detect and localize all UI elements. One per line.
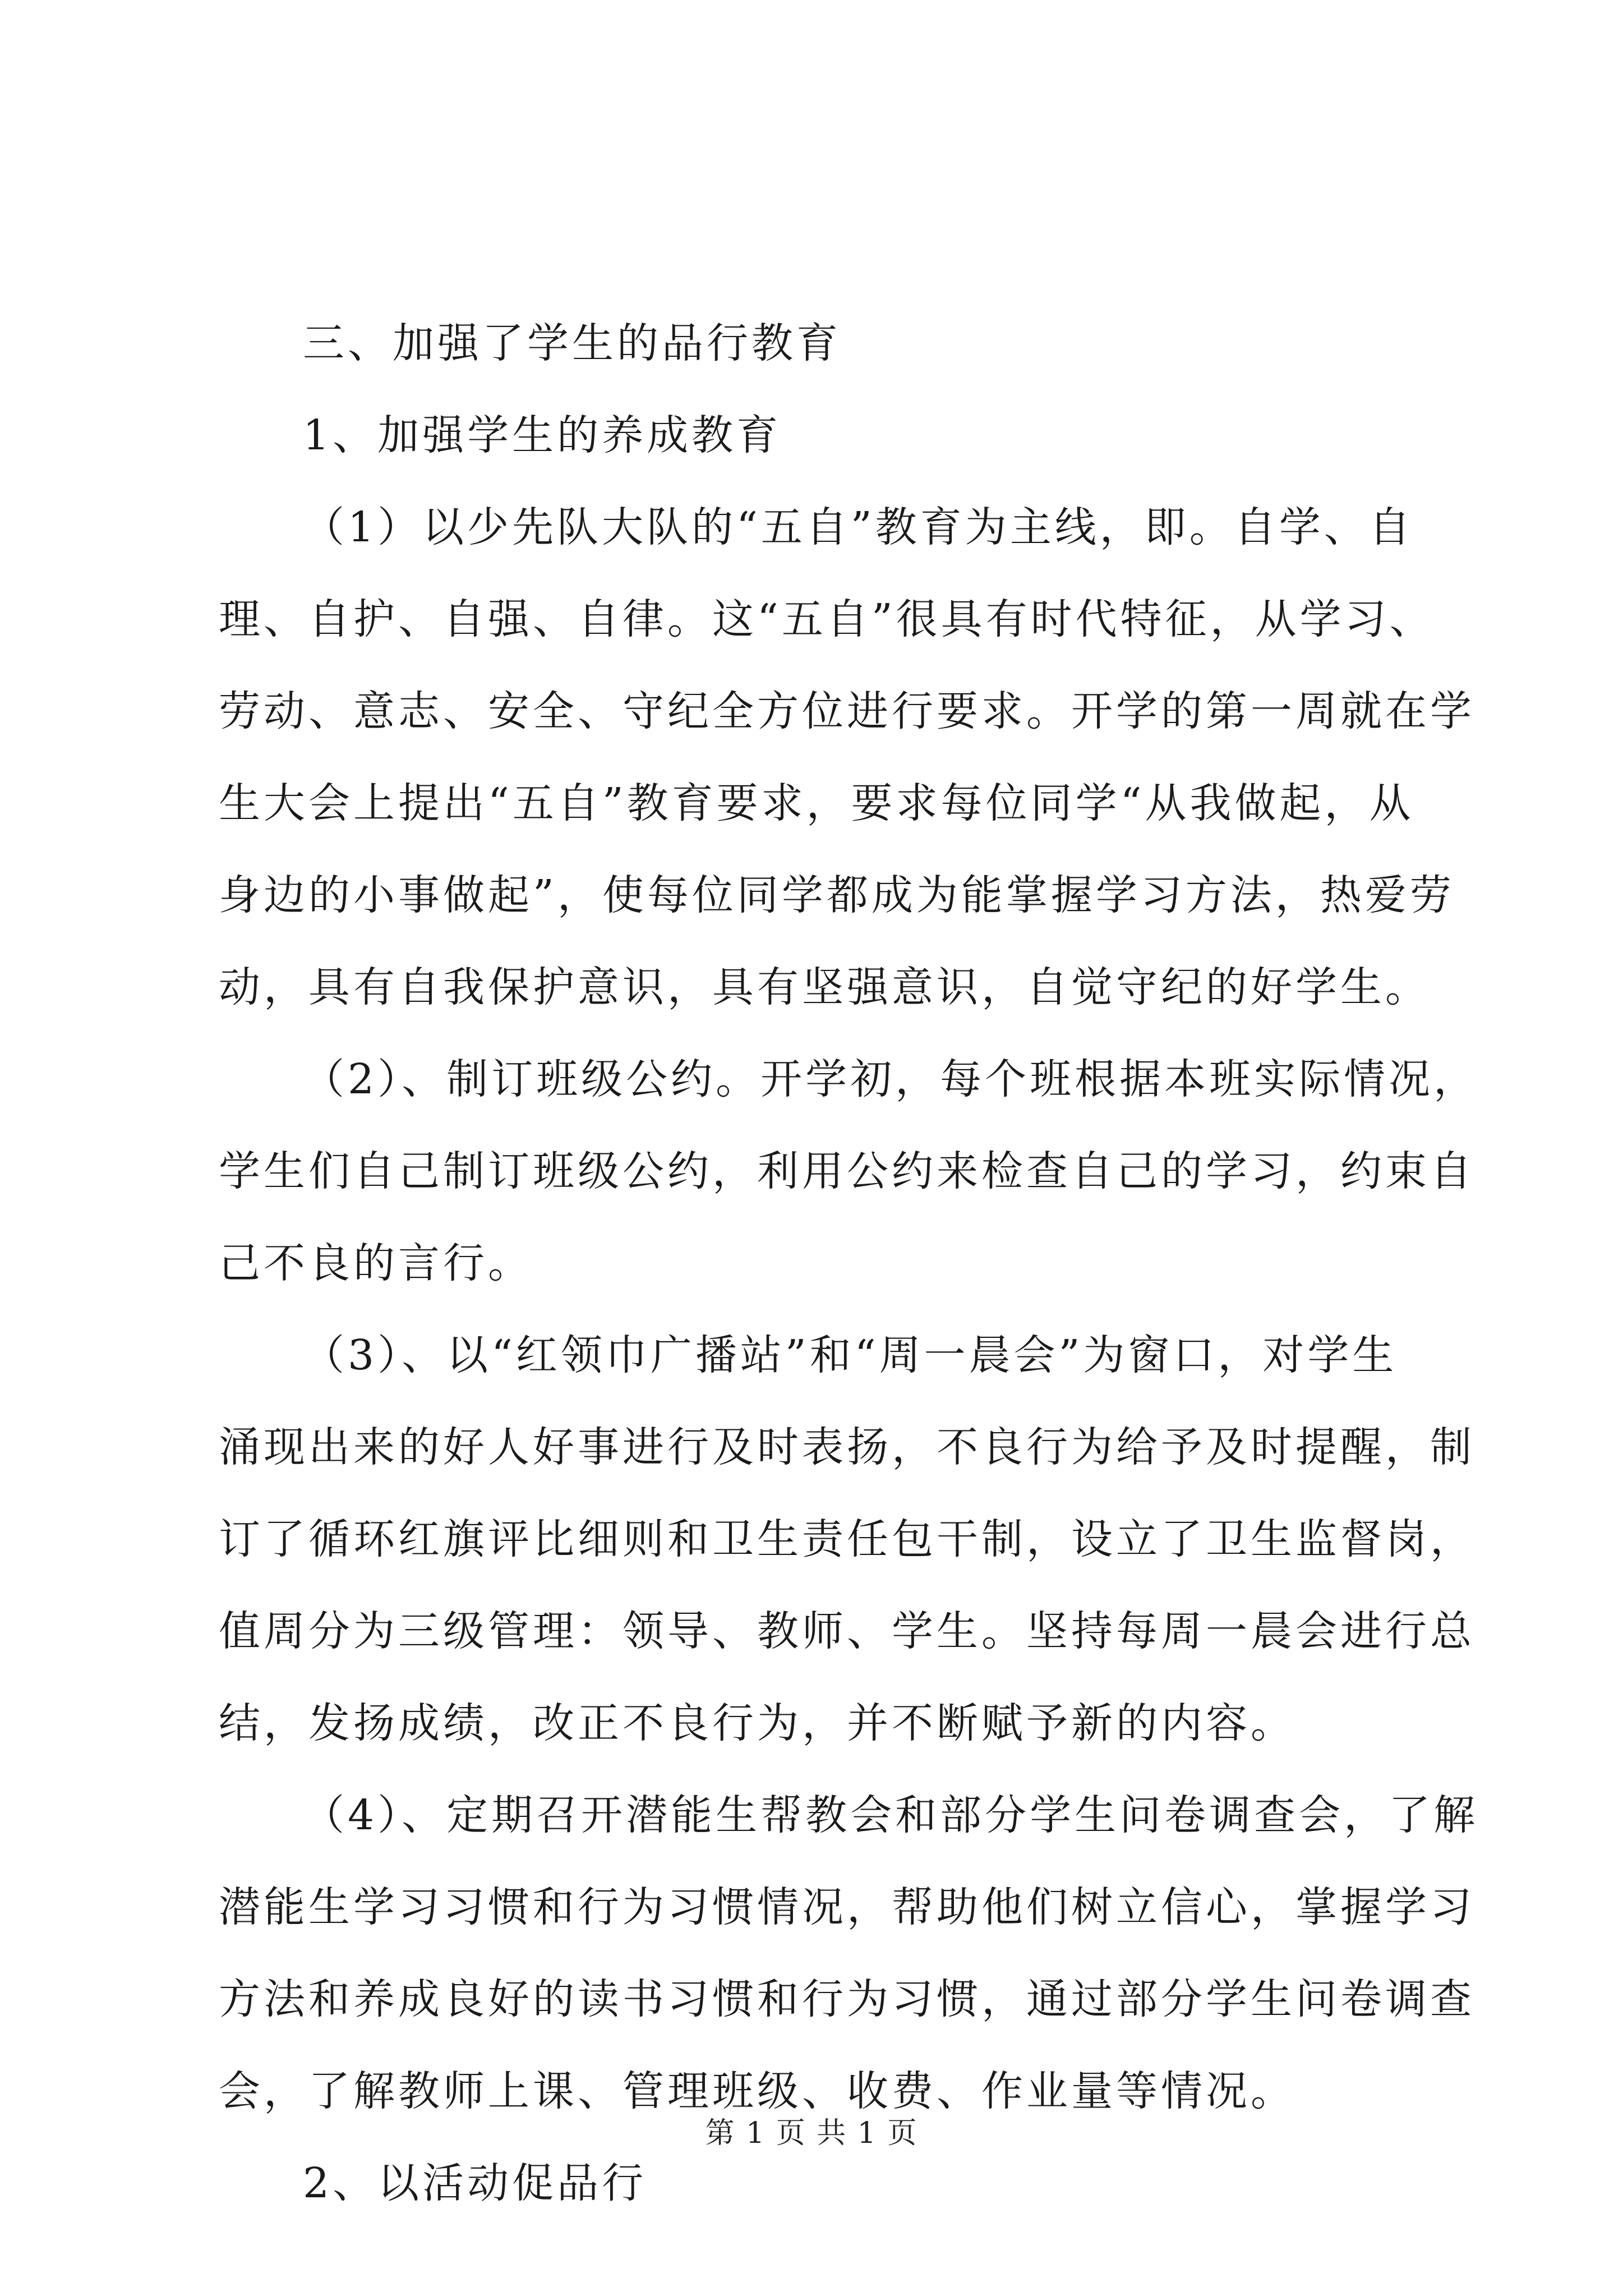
paragraph-first-line: （2）、制订班级公约。开学初，每个班根据本班实际情况， [303, 1055, 1479, 1103]
paragraph-line: 动，具有自我保护意识，具有坚强意识，自觉守纪的好学生。 [219, 963, 1430, 1011]
paragraph-line: 涌现出来的好人好事进行及时表扬，不良行为给予及时提醒，制 [219, 1423, 1475, 1471]
paragraph-first-line: 2、以活动促品行 [303, 2159, 647, 2207]
paragraph-line: 身边的小事做起”，使每位同学都成为能掌握学习方法，热爱劳 [219, 871, 1455, 919]
paragraph-line: 己不良的言行。 [219, 1239, 533, 1287]
paragraph-first-line: （4）、定期召开潜能生帮教会和部分学生问卷调查会，了解 [303, 1791, 1479, 1839]
paragraph-line: 订了循环红旗评比细则和卫生责任包干制，设立了卫生监督岗， [219, 1515, 1475, 1563]
paragraph-line: 学生们自己制订班级公约，利用公约来检查自己的学习，约束自 [219, 1147, 1475, 1195]
paragraph-line: 理、自护、自强、自律。这“五自”很具有时代特征，从学习、 [219, 595, 1435, 643]
page-footer: 第 1 页 共 1 页 [705, 2116, 918, 2150]
paragraph-first-line: 三、加强了学生的品行教育 [303, 319, 841, 367]
paragraph-line: 结，发扬成绩，改正不良行为，并不断赋予新的内容。 [219, 1699, 1295, 1747]
paragraph-line: 劳动、意志、安全、守纪全方位进行要求。开学的第一周就在学 [219, 687, 1475, 735]
paragraph-line: 潜能生学习习惯和行为习惯情况，帮助他们树立信心，掌握学习 [219, 1883, 1475, 1931]
document-body [219, 297, 1479, 2229]
paragraph-line: 方法和养成良好的读书习惯和行为习惯，通过部分学生问卷调查 [219, 1975, 1475, 2023]
paragraph-line: 会，了解教师上课、管理班级、收费、作业量等情况。 [219, 2067, 1295, 2115]
paragraph-first-line: （1）以少先队大队的“五自”教育为主线，即。自学、自 [303, 503, 1414, 551]
paragraph-first-line: （3）、以“红领巾广播站”和“周一晨会”为窗口，对学生 [303, 1331, 1398, 1379]
paragraph-first-line: 1、加强学生的养成教育 [303, 411, 782, 459]
paragraph-line: 生大会上提出“五自”教育要求，要求每位同学“从我做起，从 [219, 779, 1414, 827]
paragraph-line: 值周分为三级管理：领导、教师、学生。坚持每周一晨会进行总 [219, 1607, 1475, 1655]
